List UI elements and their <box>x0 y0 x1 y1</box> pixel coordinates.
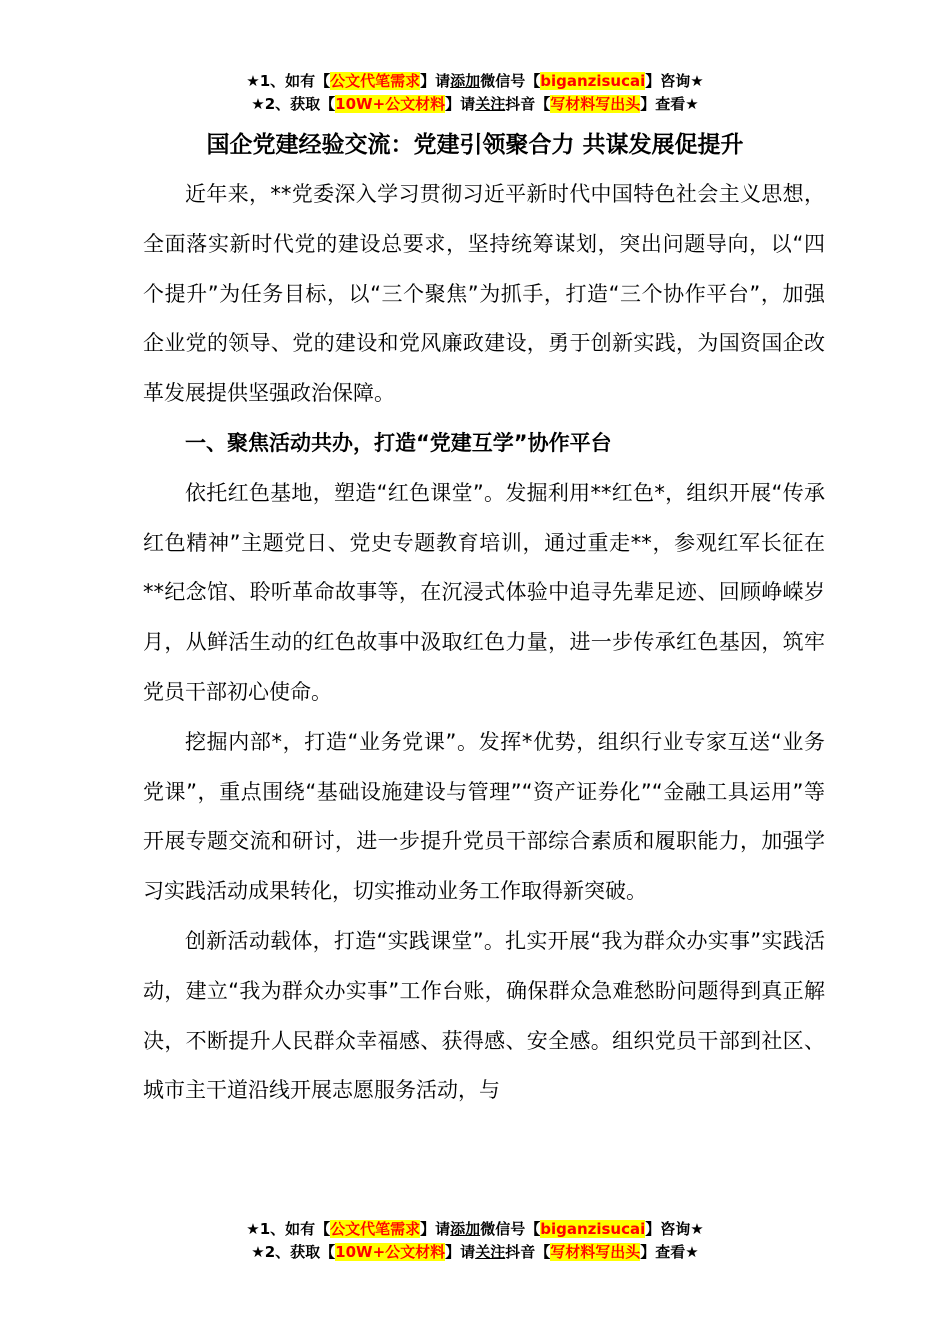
promo-line-2 <box>0 93 950 116</box>
star-icon: ★ <box>251 95 265 113</box>
promo-footer <box>0 1218 950 1264</box>
promo-highlight: 10W+公文材料 <box>335 95 446 113</box>
promo-highlight: 10W+公文材料 <box>335 1243 446 1261</box>
promo-text: 2、获取【 <box>264 95 336 113</box>
promo-wechat-id: biganzisucai <box>540 72 646 90</box>
promo-line-1 <box>0 70 950 93</box>
star-icon: ★ <box>246 72 260 90</box>
promo-text: 2、获取【 <box>264 1243 336 1261</box>
promo-text: 】咨询 <box>645 1220 691 1238</box>
promo-text: 1、如有【 <box>259 1220 331 1238</box>
document-body <box>143 170 825 1116</box>
document-title: 国企党建经验交流：党建引领聚合力 共谋发展促提升 <box>206 132 744 158</box>
promo-text: 抖音【 <box>505 1243 551 1261</box>
promo-highlight: 公文代笔需求 <box>330 72 421 90</box>
paragraph-red-classroom: 依托红色基地，塑造“红色课堂”。发掘利用**红色*，组织开展“传承红色精神”主题党日、党史专题教育培训，通过重走**，参观红军长征在**纪念馆、聆听革命故事等，在沉浸式体验中追寻先辈足迹、回顾峥嵘岁月，从鲜活生动的红色故事中汲取红色力量，进一步传承红色基因，筑牢党员干部初心使命。 <box>143 480 825 704</box>
promo-text: 】查看 <box>640 1243 686 1261</box>
promo-text: 】请 <box>420 72 451 90</box>
promo-text: 1、如有【 <box>259 72 331 90</box>
promo-douyin-id: 写材料写出头 <box>550 95 641 113</box>
promo-underlined: 添加 <box>450 1220 481 1238</box>
promo-highlight: 公文代笔需求 <box>330 1220 421 1238</box>
star-icon: ★ <box>685 95 699 113</box>
paragraph-intro: 近年来，**党委深入学习贯彻习近平新时代中国特色社会主义思想，全面落实新时代党的建设总要求，坚持统筹谋划，突出问题导向，以“四个提升”为任务目标，以“三个聚焦”为抓手，打造“三个协作平台”，加强企业党的领导、党的建设和党风廉政建设，勇于创新实践，为国资国企改革发展提供坚强政治保障。 <box>143 182 825 406</box>
star-icon: ★ <box>251 1243 265 1261</box>
promo-underlined: 关注 <box>475 95 506 113</box>
promo-underlined: 关注 <box>475 1243 506 1261</box>
promo-text: 抖音【 <box>505 95 551 113</box>
promo-line-2 <box>0 1241 950 1264</box>
promo-text: 微信号【 <box>480 72 541 90</box>
paragraph-practice-classroom: 创新活动载体，打造“实践课堂”。扎实开展“我为群众办实事”实践活动，建立“我为群众办实事”工作台账，确保群众急难愁盼问题得到真正解决，不断提升人民群众幸福感、获得感、安全感。组织党员干部到社区、城市主干道沿线开展志愿服务活动，与 <box>143 928 825 1103</box>
paragraph-business-lecture: 挖掘内部*，打造“业务党课”。发挥*优势，组织行业专家互送“业务党课”，重点围绕“基础设施建设与管理”“资产证券化”“金融工具运用”等开展专题交流和研讨，进一步提升党员干部综合素质和履职能力，加强学习实践活动成果转化，切实推动业务工作取得新突破。 <box>143 729 825 904</box>
star-icon: ★ <box>685 1243 699 1261</box>
promo-line-1 <box>0 1218 950 1241</box>
section-heading-1: 一、聚焦活动共办，打造“党建互学”协作平台 <box>185 430 612 455</box>
promo-underlined: 添加 <box>450 72 481 90</box>
promo-text: 】请 <box>445 1243 476 1261</box>
promo-header <box>0 70 950 116</box>
promo-text: 】请 <box>445 95 476 113</box>
star-icon: ★ <box>690 1220 704 1238</box>
promo-text: 】查看 <box>640 95 686 113</box>
promo-text: 】咨询 <box>645 72 691 90</box>
promo-text: 微信号【 <box>480 1220 541 1238</box>
promo-text: 】请 <box>420 1220 451 1238</box>
promo-douyin-id: 写材料写出头 <box>550 1243 641 1261</box>
star-icon: ★ <box>690 72 704 90</box>
star-icon: ★ <box>246 1220 260 1238</box>
promo-wechat-id: biganzisucai <box>540 1220 646 1238</box>
